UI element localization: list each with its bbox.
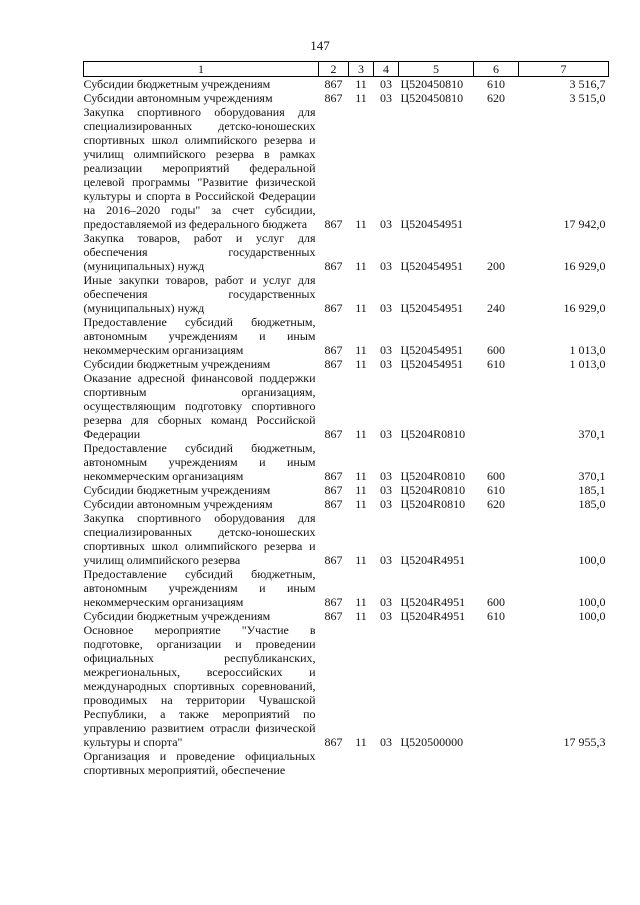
budget-table (83, 61, 609, 777)
target-article-code: Ц520450810 (400, 77, 464, 91)
table-row (84, 315, 609, 357)
row-description: Основное мероприятие "Участие в подготовке, организации и проведении официальных республиканских, межрегиональных, всероссийских и международных спортивных соревнований, проводимых на территории Чувашской Республики, а также мероприятий по управлению развитием отрасли физической культуры и спорта" (83, 623, 316, 749)
ministry-code: 867 (324, 259, 343, 273)
ministry-code: 867 (324, 595, 343, 609)
target-article-code: Ц520454951 (400, 357, 464, 371)
subsection-code: 03 (380, 595, 392, 609)
subsection-code: 03 (380, 609, 392, 623)
table-row (84, 441, 609, 483)
ministry-code: 867 (324, 735, 343, 749)
table-row (84, 497, 609, 511)
row-description: Предоставление субсидий бюджетным, автономным учреждениям и иным некоммерческим организациям (83, 441, 316, 483)
ministry-code: 867 (324, 483, 343, 497)
amount-value: 185,1 (578, 483, 606, 497)
subsection-code: 03 (380, 77, 392, 91)
subsection-code: 03 (380, 735, 392, 749)
row-description: Субсидии бюджетным учреждениям (83, 77, 271, 91)
expense-type-code: 600 (487, 343, 505, 357)
section-code: 11 (355, 469, 367, 483)
expense-type-code (474, 105, 519, 231)
target-article-code: Ц5204R0810 (400, 497, 466, 511)
row-description: Оказание адресной финансовой поддержки спортивным организациям, осуществляющим подготовку спортивного резерва для сборных команд Российской Федерации (83, 371, 316, 441)
row-description: Закупка спортивного оборудования для специализированных детско-юношеских спортивных школ олимпийского резерва и училищ олимпийского резерва (83, 511, 316, 567)
row-description: Субсидии автономным учреждениям (83, 91, 273, 105)
subsection-code: 03 (380, 497, 392, 511)
subsection-code: 03 (380, 357, 392, 371)
target-article-code: Ц5204R4951 (400, 609, 466, 623)
column-header: 4 (374, 62, 399, 77)
expense-type-code: 610 (487, 357, 505, 371)
subsection-code: 03 (380, 553, 392, 567)
target-article-code: Ц520454951 (400, 259, 464, 273)
target-article-code: Ц520454951 (400, 343, 464, 357)
row-description: Закупка товаров, работ и услуг для обеспечения государственных (муниципальных) нужд (83, 231, 316, 273)
table-row (84, 749, 609, 777)
subsection-code (374, 749, 399, 777)
ministry-code: 867 (324, 301, 343, 315)
amount-value: 100,0 (578, 553, 606, 567)
table-row (84, 273, 609, 315)
table-row (84, 371, 609, 441)
table-row (84, 623, 609, 749)
section-code: 11 (355, 259, 367, 273)
table-row (84, 77, 609, 92)
column-header: 3 (349, 62, 374, 77)
table-body (84, 77, 609, 778)
expense-type-code (474, 511, 519, 567)
page-number: 147 (310, 38, 330, 53)
ministry-code: 867 (324, 553, 343, 567)
amount-value: 17 955,3 (563, 735, 606, 749)
target-article-code: Ц5204R0810 (400, 483, 466, 497)
section-code: 11 (355, 343, 367, 357)
section-code: 11 (355, 357, 367, 371)
expense-type-code: 620 (487, 497, 505, 511)
target-article-code: Ц520500000 (400, 735, 464, 749)
section-code: 11 (355, 483, 367, 497)
row-description: Предоставление субсидий бюджетным, автономным учреждениям и иным некоммерческим организациям (83, 567, 316, 609)
target-article-code: Ц520454951 (400, 217, 464, 231)
target-article-code: Ц520454951 (400, 301, 464, 315)
section-code: 11 (355, 427, 367, 441)
table-row (84, 105, 609, 231)
section-code: 11 (355, 217, 367, 231)
expense-type-code (474, 371, 519, 441)
table-header (84, 62, 609, 77)
table-row (84, 91, 609, 105)
table-row (84, 231, 609, 273)
amount-value (519, 749, 609, 777)
row-description: Организация и проведение официальных спортивных мероприятий, обеспечение (83, 749, 316, 777)
amount-value: 3 515,0 (569, 91, 606, 105)
section-code: 11 (355, 735, 367, 749)
subsection-code: 03 (380, 427, 392, 441)
subsection-code: 03 (380, 217, 392, 231)
row-description: Субсидии бюджетным учреждениям (83, 609, 271, 623)
target-article-code: Ц520450810 (400, 91, 464, 105)
amount-value: 17 942,0 (563, 217, 606, 231)
ministry-code: 867 (324, 469, 343, 483)
section-code: 11 (355, 301, 367, 315)
column-header: 5 (399, 62, 474, 77)
subsection-code: 03 (380, 91, 392, 105)
table-row (84, 483, 609, 497)
column-header: 2 (319, 62, 349, 77)
table-row (84, 567, 609, 609)
section-code: 11 (355, 595, 367, 609)
section-code: 11 (355, 553, 367, 567)
target-article-code: Ц5204R4951 (400, 553, 466, 567)
expense-type-code (474, 749, 519, 777)
section-code: 11 (355, 77, 367, 91)
ministry-code (319, 749, 349, 777)
section-code: 11 (355, 609, 367, 623)
expense-type-code: 610 (487, 77, 505, 91)
subsection-code: 03 (380, 301, 392, 315)
ministry-code: 867 (324, 217, 343, 231)
ministry-code: 867 (324, 427, 343, 441)
row-description: Субсидии бюджетным учреждениям (83, 483, 271, 497)
ministry-code: 867 (324, 343, 343, 357)
amount-value: 1 013,0 (569, 343, 606, 357)
amount-value: 100,0 (578, 595, 606, 609)
target-article-code: Ц5204R0810 (400, 427, 466, 441)
row-description: Предоставление субсидий бюджетным, автономным учреждениям и иным некоммерческим организациям (83, 315, 316, 357)
amount-value: 16 929,0 (563, 259, 606, 273)
row-description: Закупка спортивного оборудования для специализированных детско-юношеских спортивных школ олимпийского резерва и училищ олимпийского резерва в рамках реализации мероприятий федеральной целевой программы "Развитие физической культуры и спорта в Российской Федерации на 2016–2020 годы" за счет субсидии, предоставляемой из федерального бюджета (83, 105, 316, 231)
ministry-code: 867 (324, 609, 343, 623)
amount-value: 16 929,0 (563, 301, 606, 315)
section-code: 11 (355, 497, 367, 511)
amount-value: 185,0 (578, 497, 606, 511)
section-code (349, 749, 374, 777)
amount-value: 370,1 (578, 427, 606, 441)
expense-type-code: 600 (487, 469, 505, 483)
table-row (84, 511, 609, 567)
row-description: Иные закупки товаров, работ и услуг для обеспечения государственных (муниципальных) нужд (83, 273, 316, 315)
subsection-code: 03 (380, 259, 392, 273)
row-description: Субсидии автономным учреждениям (83, 497, 273, 511)
table-row (84, 609, 609, 623)
expense-type-code (474, 623, 519, 749)
target-article-code: Ц5204R0810 (400, 469, 466, 483)
column-header: 1 (84, 62, 319, 77)
target-article-code (399, 749, 474, 777)
subsection-code: 03 (380, 483, 392, 497)
expense-type-code: 240 (487, 301, 505, 315)
amount-value: 3 516,7 (569, 77, 606, 91)
table-row (84, 357, 609, 371)
amount-value: 100,0 (578, 609, 606, 623)
column-header: 6 (474, 62, 519, 77)
expense-type-code: 610 (487, 609, 505, 623)
subsection-code: 03 (380, 469, 392, 483)
expense-type-code: 600 (487, 595, 505, 609)
expense-type-code: 200 (487, 259, 505, 273)
section-code: 11 (355, 91, 367, 105)
ministry-code: 867 (324, 91, 343, 105)
amount-value: 370,1 (578, 469, 606, 483)
column-header: 7 (519, 62, 609, 77)
target-article-code: Ц5204R4951 (400, 595, 466, 609)
amount-value: 1 013,0 (569, 357, 606, 371)
row-description: Субсидии бюджетным учреждениям (83, 357, 271, 371)
ministry-code: 867 (324, 497, 343, 511)
expense-type-code: 620 (487, 91, 505, 105)
ministry-code: 867 (324, 77, 343, 91)
subsection-code: 03 (380, 343, 392, 357)
expense-type-code: 610 (487, 483, 505, 497)
ministry-code: 867 (324, 357, 343, 371)
